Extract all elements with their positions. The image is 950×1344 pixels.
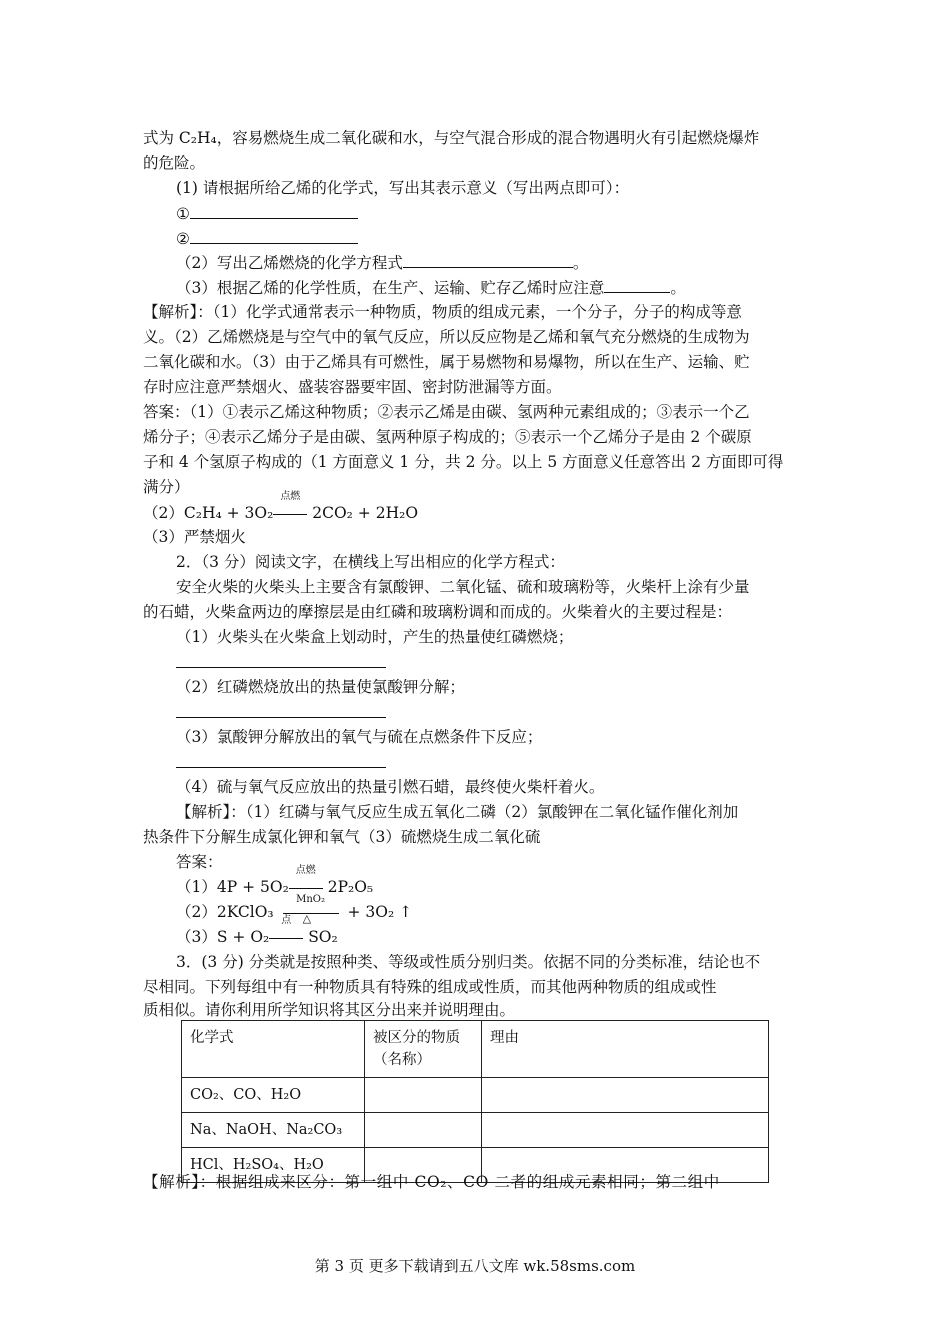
q2-paragraph-2: 的石蜡，火柴盒两边的摩擦层是由红磷和玻璃粉调和而成的。火柴着火的主要过程是： [143, 603, 733, 621]
reaction-condition: 点燃 [289, 877, 323, 897]
answer2-equation-1: （1）4P + 5O₂ 点燃 2P₂O₅ [176, 865, 374, 896]
analysis1-line-4: 存时应注意严禁烟火、盛装容器要牢固、密封防泄漏等方面。 [143, 378, 562, 396]
answer2-equation-3: （3）S + O₂ 点 SO₂ [176, 915, 338, 946]
row-formula: HCl、H₂SO₄、H₂O [182, 1148, 365, 1183]
answer1-equation: （2）C₂H₄ + 3O₂ 点燃 2CO₂ + 2H₂O [143, 491, 419, 522]
analysis2-line-1: 【解析】：（1）红磷与氧气反应生成五氧化二磷（2）氯酸钾在二氧化锰作催化剂加 [176, 803, 739, 821]
intro-line-2: 的危险。 [143, 154, 206, 172]
q2-title: 2．（3 分）阅读文字，在横线上写出相应的化学方程式： [176, 553, 565, 571]
row-formula: Na、NaOH、Na₂CO₃ [182, 1113, 365, 1148]
table-header-row [182, 1021, 769, 1078]
analysis3-line-1: 【解析】：根据组成来区分：第一组中 CO₂、CO 二者的组成元素相同；第二组中 [143, 1173, 720, 1191]
q2-step-2: （2）红磷燃烧放出的热量使氯酸钾分解； [176, 678, 465, 696]
table-row [182, 1078, 769, 1113]
answer1-line-4: 满分） [143, 478, 190, 496]
reaction-condition: 点燃 [273, 503, 307, 523]
answer1-line-2: 烯分子；④表示乙烯分子是由碳、氢两种原子构成的；⑤表示一个乙烯分子是由 2 个碳原 [143, 428, 752, 446]
reaction-condition-catalyst: MnO₂ △ [279, 902, 343, 922]
answer1-line-3: 子和 4 个氢原子构成的（1 方面意义 1 分，共 2 分。以上 5 方面意义任意答出 2 方面即可得 [143, 453, 784, 471]
q2-paragraph-1: 安全火柴的火柴头上主要含有氯酸钾、二氧化锰、硫和玻璃粉等，火柴杆上涂有少量 [176, 578, 750, 596]
q2-blank-2[interactable] [176, 702, 386, 723]
classification-table [181, 1020, 769, 1183]
row-reason-cell[interactable] [482, 1113, 769, 1148]
header-substance: 被区分的物质 （名称） [365, 1021, 482, 1078]
reaction-condition: 点 [269, 927, 303, 947]
q2-step-1: （1）火柴头在火柴盒上划动时，产生的热量使红磷燃烧； [176, 628, 574, 646]
analysis1-line-1: 【解析】：（1）化学式通常表示一种物质，物质的组成元素，一个分子，分子的构成等意 [143, 303, 742, 321]
q3-line-3: 质相似。请你利用所学知识将其区分出来并说明理由。 [143, 1001, 516, 1019]
q2-blank-3[interactable] [176, 752, 386, 773]
q1-part2[interactable]: （2）写出乙烯燃烧的化学方程式 。 [176, 254, 589, 272]
intro-line-1: 式为 C₂H₄，容易燃烧生成二氧化碳和水，与空气混合形成的混合物遇明火有引起燃烧爆炸 [143, 129, 760, 147]
analysis1-line-3: 二氧化碳和水。（3）由于乙烯具有可燃性，属于易燃物和易爆物，所以在生产、运输、贮 [143, 353, 750, 371]
page-footer: 第 3 页 更多下载请到五八文库 wk.58sms.com [314, 1257, 636, 1275]
q3-line-2: 尽相同。下列每组中有一种物质具有特殊的组成或性质，而其他两种物质的组成或性 [143, 978, 717, 996]
row-substance-cell[interactable] [365, 1113, 482, 1148]
answer2-equation-2: （2）2KClO₃ MnO₂ △ + 3O₂ ↑ [176, 894, 413, 925]
q1-blank-1[interactable]: ① [176, 203, 358, 224]
row-reason-cell[interactable] [482, 1078, 769, 1113]
analysis1-line-2: 义。（2）乙烯燃烧是与空气中的氧气反应，所以反应物是乙烯和氧气充分燃烧的生成物为 [143, 328, 750, 346]
q2-step-4: （4）硫与氧气反应放出的热量引燃石蜡，最终使火柴杆着火。 [176, 778, 605, 796]
q1-part1: (1) 请根据所给乙烯的化学式，写出其表示意义（写出两点即可）： [176, 179, 630, 197]
q3-line-1: 3．(3 分) 分类就是按照种类、等级或性质分别归类。依据不同的分类标准，结论也不 [176, 953, 761, 971]
q2-step-3: （3）氯酸钾分解放出的氧气与硫在点燃条件下反应； [176, 728, 543, 746]
header-reason: 理由 [482, 1021, 769, 1078]
q2-blank-1[interactable] [176, 652, 386, 673]
header-formula: 化学式 [182, 1021, 365, 1078]
analysis2-line-2: 热条件下分解生成氯化钾和氧气（3）硫燃烧生成二氧化硫 [143, 828, 541, 846]
answer1-line-1: 答案：（1）①表示乙烯这种物质；②表示乙烯是由碳、氢两种元素组成的；③表示一个乙 [143, 403, 750, 421]
analysis2-answer-label: 答案： [176, 853, 223, 871]
q1-part3[interactable]: （3）根据乙烯的化学性质，在生产、运输、贮存乙烯时应注意 。 [176, 279, 686, 297]
answer1-line-6: （3）严禁烟火 [143, 528, 246, 546]
table-row [182, 1113, 769, 1148]
row-substance-cell[interactable] [365, 1078, 482, 1113]
heat-triangle-icon: △ [302, 912, 312, 925]
q1-blank-2[interactable]: ② [176, 228, 358, 249]
row-formula: CO₂、CO、H₂O [182, 1078, 365, 1113]
